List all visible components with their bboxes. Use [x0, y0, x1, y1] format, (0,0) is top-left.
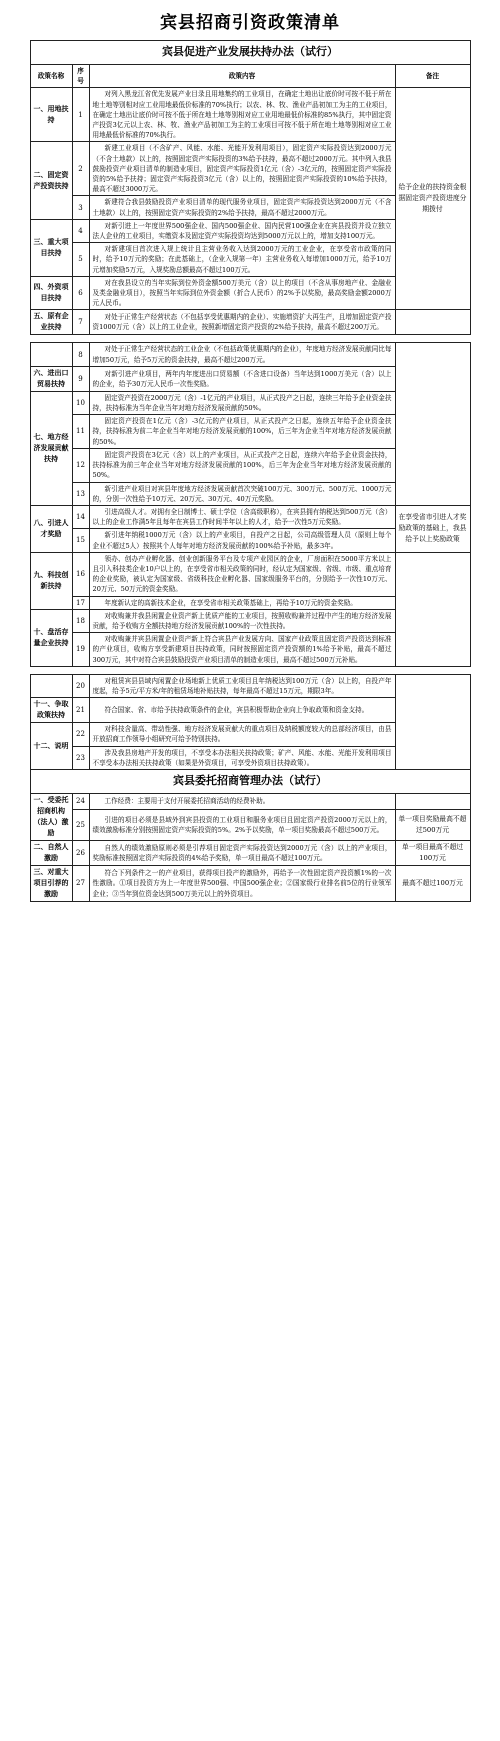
note-cell: 给予企业的扶持资金根据固定资产投资进度分期拨付: [395, 88, 470, 310]
content-cell: 年度新认定的高新技术企业，在享受省市相关政策基础上，再给予10万元的资金奖励。: [89, 596, 395, 609]
content-cell: 对新引进产业项目，两年内年度进出口贸易额（不含进口设备）当年达到1000万美元（含）以上的企业，给予30万元人民币一次性奖励。: [89, 366, 395, 391]
content-cell: 引进的项目必须是县域外到宾县投资的工业项目和服务业项目且固定资产投资2000万元以上的，绩效激励标准分别按照固定资产实际投资的5%。2%予以奖励，单一项目奖励最高不超过500万元。: [89, 810, 395, 841]
category-cell: [30, 343, 72, 366]
note-cell: 单一项目最高不超过100万元: [395, 840, 470, 865]
content-cell: 新建工业项目（不含矿产、风能、水能、光能开发利用项目），固定资产实际投资达到2000万元（不含土地款）以上的，按照固定资产实际投资的3%给予扶持，最高不超过2000万元。其中列入我县鼓励投资产业项目清单的制造业项目，固定资产实际投资1亿元（含）-3亿元的，按照固定资产实际投资的5%给予扶持；固定资产实际投资3亿元（含）以上的，按照固定资产实际投资的10%给予扶持，最高不超过3000万元。: [89, 142, 395, 196]
page-gap: [30, 335, 470, 343]
header-note: 备注: [395, 65, 470, 88]
seq-cell: 18: [72, 609, 89, 632]
note-cell: [395, 674, 470, 769]
category-cell: 一、受委托招商机构（法人）激励: [30, 793, 72, 840]
seq-cell: 15: [72, 529, 89, 552]
table-row: [30, 310, 470, 335]
content-cell: 对新建项目首次进入规上统计且主营业务收入达到2000万元的工业企业，在享受省市政策的同时，给予10万元的奖励；在此基础上，（企业入规第一年）主营业务收入每增加1000万元，给予10万元增加奖励5万元，入规奖励总额最高不超过100万元。: [89, 243, 395, 277]
content-cell: 对收购兼并宾县闲置企业资产新上符合宾县产业发展方向、国家产业政策且固定资产投资达到标准的产业项目，收购方享受新建项目扶持政策，同时按照固定资产投资额的1%给予补贴，最高不超过300万元，其中对符合宾县鼓励投资产业项目清单的制造业项目，最高不超过500万元补贴。: [89, 633, 395, 667]
content-cell: 对新引进上一年度世界500强企业、国内500强企业、国内民营100强企业在宾县投资并设立独立法人企业的工业项目，实缴资本及固定资产实际投资均达到5000万元以上的，增加支持100万元。: [89, 219, 395, 242]
document-title: 宾县招商引资政策清单: [160, 13, 340, 33]
category-cell: 五、原有企业扶持: [30, 310, 72, 335]
seq-cell: 13: [72, 482, 89, 505]
table-row: [30, 88, 470, 142]
content-cell: 新引进产业项目对宾县年度地方经济发展贡献首次突破100万元、300万元、500万元、1000万元的，分别一次性给予10万元、20万元、30万元、40万元奖励。: [89, 482, 395, 505]
category-cell: 四、外资项目扶持: [30, 276, 72, 310]
seq-cell: 22: [72, 723, 89, 746]
table-row: [30, 343, 470, 366]
seq-cell: 27: [72, 865, 89, 901]
note-cell: [395, 793, 470, 809]
content-cell: 固定资产投资在2000万元（含）-1亿元的产业项目，从正式投产之日起，连续三年给予企业资金扶持，扶持标准为当年企业当年对地方经济发展贡献的50%。: [89, 391, 395, 414]
header-seq: 序号: [72, 65, 89, 88]
note-cell: [395, 310, 470, 335]
seq-cell: 26: [72, 840, 89, 865]
content-cell: 涉及我县房地产开发的项目，不享受本办法相关扶持政策；矿产、风能、水能、光能开发利用项目不享受本办法相关扶持政策（如果是外资项目，可享受外资项目扶持政策）。: [89, 746, 395, 769]
category-cell: 十二、说明: [30, 723, 72, 770]
seq-cell: 17: [72, 596, 89, 609]
seq-cell: 10: [72, 391, 89, 414]
note-cell: 在享受省市引进人才奖励政策的基础上，我县给予以上奖励政策: [395, 505, 470, 552]
content-cell: 符合下列条件之一的产业项目，获得项目投产的激励外，再给予一次性固定资产投资额1%的一次性激励。①项目投资方为上一年度世界500强、中国500强企业；②国家级行业排名前5位的行业领军企业；③当年到位资金达到500万美元以上的外资项目。: [89, 865, 395, 901]
seq-cell: 1: [72, 88, 89, 142]
header-policy-name: 政策名称: [30, 65, 72, 88]
table-row: [30, 840, 470, 865]
seq-cell: 19: [72, 633, 89, 667]
seq-cell: 6: [72, 276, 89, 310]
content-cell: 固定资产投资在3亿元（含）以上的产业项目，从正式投产之日起，连续六年给予企业资金扶持，扶持标准为前三年企业当年对地方经济发展贡献的100%，后三年为企业当年对地方经济发展贡献的50%。: [89, 448, 395, 482]
section1-title: 宾县促进产业发展扶持办法（试行）: [30, 41, 470, 65]
seq-cell: 24: [72, 793, 89, 809]
content-cell: 对收购兼并我县闲置企业资产新上优质产能的工业项目，按照收购兼并过程中产生的地方经济发展贡献，给予收购方全额扶持地方经济发展贡献100%的一次性扶持。: [89, 609, 395, 632]
category-cell: 十、盘活存量企业扶持: [30, 609, 72, 666]
seq-cell: 3: [72, 196, 89, 219]
content-cell: 对列入黑龙江省优先发展产业目录且用地集约的工业项目，在确定土地出让底价时可按不低于所在地土地等别相对应工业用地最低价标准的70%执行；以农、林、牧、渔业产品初加工为主的工业项目，在确定土地出让底价时可按不低于所在地土地等别相对应工业用地最低价标准的85%执行，其中固定资产投资3亿元以上农、林、牧、渔业产品初加工为主的工业项目可按不低于所在地土地等别相对应工业用地最低价标准的70%执行。: [89, 88, 395, 142]
content-cell: 对在我县设立的当年实际到位外资金额500万美元（含）以上的项目（不含从事房地产业、金融业及类金融业项目），按照当年实际到位外资金额（折合人民币）的2%予以奖励，最高奖励金额2000万元人民币。: [89, 276, 395, 310]
seq-cell: 12: [72, 448, 89, 482]
note-cell: 单一项目奖励最高不超过500万元: [395, 810, 470, 841]
table-row: [30, 505, 470, 528]
seq-cell: 23: [72, 746, 89, 769]
seq-cell: 2: [72, 142, 89, 196]
header-row: [30, 65, 470, 88]
table-row: [30, 674, 470, 697]
content-cell: 自然人的绩效激励原则必须是引荐项目固定资产实际投资达到2000万元（含）以上的产业项目，奖励标准按照固定资产实际投资的4%给予奖励，单一项目最高不超过100万元。: [89, 840, 395, 865]
category-cell: 二、固定资产投资扶持: [30, 142, 72, 219]
table-row: [30, 793, 470, 809]
note-cell: [395, 343, 470, 505]
seq-cell: 9: [72, 366, 89, 391]
category-cell: 七、地方经济发展贡献扶持: [30, 391, 72, 505]
seq-cell: 5: [72, 243, 89, 277]
policy-table: [30, 40, 471, 902]
table-row: [30, 552, 470, 596]
category-cell: 九、科技创新扶持: [30, 552, 72, 609]
seq-cell: 16: [72, 552, 89, 596]
table-row: [30, 865, 470, 901]
category-cell: 三、对重大项目引荐的激励: [30, 865, 72, 901]
seq-cell: 11: [72, 415, 89, 449]
content-cell: 对处于正常生产经营状态的工业企业（不包括政策优惠期内的企业），年度地方经济发展贡献同比每增加50万元，给予5万元的资金扶持，最高不超过200万元。: [89, 343, 395, 366]
seq-cell: 25: [72, 810, 89, 841]
section-title-row: [30, 41, 470, 65]
category-cell: 三、重大项目扶持: [30, 219, 72, 276]
category-cell: 八、引进人才奖励: [30, 505, 72, 552]
content-cell: 对科技含量高、带动性强、地方经济发展贡献大的重点项目及纳税额度较大的总部经济项目，由县开放招商工作领导小组研究可给予特别扶持。: [89, 723, 395, 746]
seq-cell: 20: [72, 674, 89, 697]
table-row: [30, 810, 470, 841]
seq-cell: 8: [72, 343, 89, 366]
seq-cell: 4: [72, 219, 89, 242]
section4-title: 宾县委托招商管理办法（试行）: [30, 769, 470, 793]
content-cell: 对租赁宾县县域内闲置企业场地新上优质工业项目且年纳税达到100万元（含）以上的，自投产年度起，给予5元/平方米/年的租赁场地补贴扶持，每年最高不超过15万元，期限3年。: [89, 674, 395, 697]
content-cell: 对处于正常生产经营状态（不包括享受优惠期内的企业）、实施增资扩大再生产，且增加固定资产投资1000万元（含）以上的工业企业，按照新增固定资产投资的2%给予扶持，最高不超过200万元。: [89, 310, 395, 335]
category-cell: 一、用地扶持: [30, 88, 72, 142]
note-cell: [395, 552, 470, 666]
header-content: 政策内容: [89, 65, 395, 88]
content-cell: 领办、创办产业孵化器、创业创新服务平台及专项产业园区的企业，厂房面积在5000平方米以上且引入科技类企业10户以上的，在享受省市相关政策的同时，经认定为国家级、省级、市级、重点培育的企业奖励，被认定为国家级、省级科技企业孵化器、国家级服务平台的，分别给予一次性10万元、20万元、50万元的资金奖励。: [89, 552, 395, 596]
category-cell: 十一、争取政策扶持: [30, 698, 72, 723]
content-cell: 新建符合我县鼓励投资产业项目清单的现代服务业项目，固定资产实际投资达到2000万元（不含土地款）以上的，按照固定资产实际投资的2%给予扶持，最高不超过2000万元。: [89, 196, 395, 219]
category-cell: [30, 674, 72, 697]
content-cell: 固定资产投资在1亿元（含）-3亿元的产业项目，从正式投产之日起，连续五年给予企业资金扶持，扶持标准为前二年企业当年对地方经济发展贡献的100%，后三年为企业当年对地方经济发展贡献的50%。: [89, 415, 395, 449]
section-title-row: [30, 769, 470, 793]
page-gap: [30, 666, 470, 674]
content-cell: 工作经费：主要用于支付开展委托招商活动的经费补助。: [89, 793, 395, 809]
content-cell: 新引进年纳税1000万元（含）以上的产业项目，自投产之日起，公司高级管理人员（原则上每个企业不超过5人）按照其个人每年对地方经济发展贡献的100%给予补贴，最多3年。: [89, 529, 395, 552]
category-cell: 二、自然人激励: [30, 840, 72, 865]
seq-cell: 14: [72, 505, 89, 528]
seq-cell: 7: [72, 310, 89, 335]
note-cell: 最高不超过100万元: [395, 865, 470, 901]
category-cell: 六、进出口贸易扶持: [30, 366, 72, 391]
content-cell: 引进高级人才。对拥有全日制博士、硕士学位（含高级职称），在宾县拥有纳税达到500万元（含）以上的企业工作满5年且每年在宾县工作时间半年以上的人才，给予一次性5万元奖励。: [89, 505, 395, 528]
seq-cell: 21: [72, 698, 89, 723]
content-cell: 符合国家、省、市给予扶持政策条件的企业，宾县积极帮助企业向上争取政策和资金支持。: [89, 698, 395, 723]
